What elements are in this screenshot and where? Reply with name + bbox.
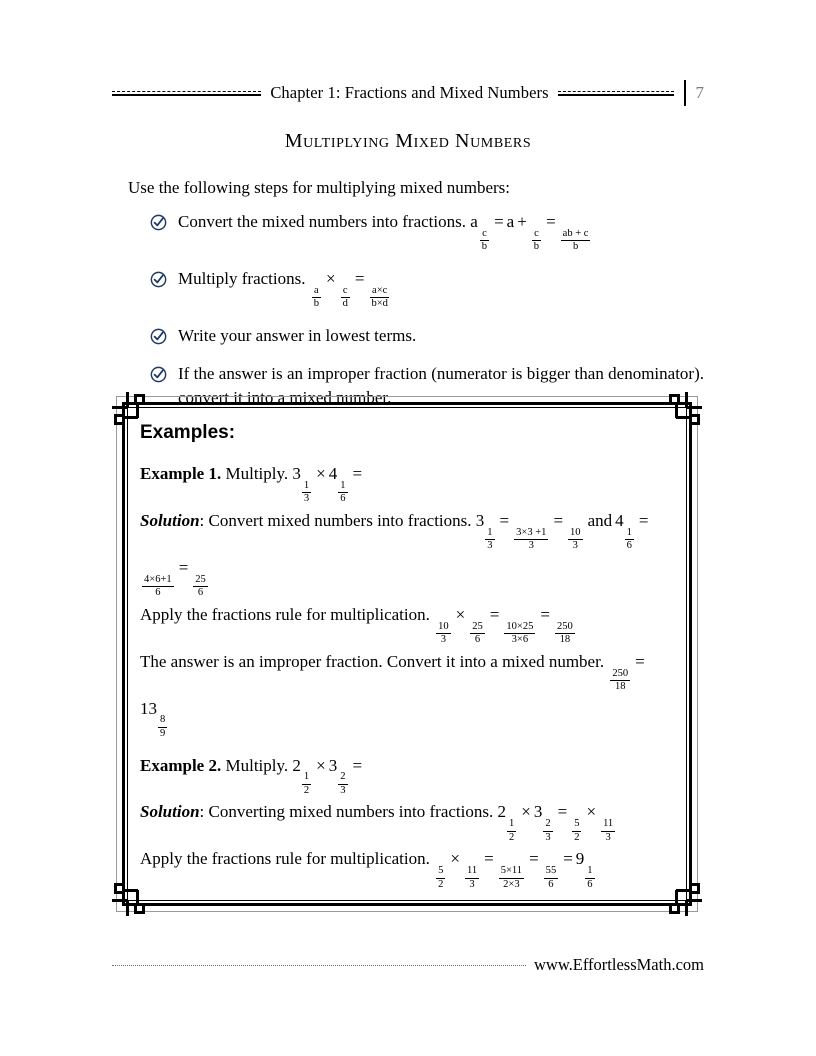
example-1-expression: [292, 460, 365, 505]
fraction-numerator: 25: [470, 622, 485, 635]
fraction: [470, 622, 485, 646]
fraction: [585, 866, 594, 890]
fraction-denominator: 3: [469, 878, 475, 890]
formula-a: a: [470, 212, 478, 231]
chapter-title: Chapter 1: Fractions and Mixed Numbers: [270, 83, 549, 102]
fraction: [499, 866, 524, 890]
fraction-denominator: 2: [303, 784, 310, 796]
times-sign: ×: [455, 604, 466, 624]
example-2-problem: [140, 752, 676, 797]
fraction: [158, 715, 167, 739]
mixed-number: [475, 510, 497, 552]
times-sign: ×: [450, 849, 460, 869]
fraction-numerator: 1: [302, 772, 311, 785]
fraction: [544, 866, 559, 890]
example-2: [140, 752, 676, 891]
footer-dotted-rule: [112, 965, 526, 966]
fraction: [572, 819, 581, 843]
fraction-denominator: 18: [614, 681, 626, 693]
header-rule-solid-right: [558, 94, 674, 96]
solution-math: [434, 601, 577, 646]
solution-text: Apply the fractions rule for multiplication.: [140, 604, 430, 624]
example-2-solution-line-1: [140, 798, 676, 843]
fraction: [142, 575, 174, 599]
step-label: Convert the mixed numbers into fractions.: [178, 212, 466, 231]
check-circle-icon: [150, 366, 167, 383]
fraction: [561, 229, 591, 253]
step-label: Multiply fractions.: [178, 268, 306, 288]
fraction-numerator: ab + c: [561, 229, 591, 242]
fraction-numerator: 250: [610, 669, 630, 682]
equals-sign: =: [494, 212, 504, 231]
solution-math: [476, 507, 652, 552]
times-sign: ×: [586, 802, 597, 822]
example-1-solution-line-4: [140, 648, 676, 693]
times-sign: ×: [316, 464, 326, 483]
fraction-denominator: 6: [155, 587, 161, 599]
fraction-denominator: 2: [508, 831, 515, 843]
mixed-whole: 4: [328, 464, 338, 483]
mixed-number: [497, 802, 518, 843]
fraction: [465, 866, 479, 890]
solution-label: Solution: [140, 510, 200, 530]
step-content: [178, 267, 704, 310]
mixed-whole: 2: [292, 755, 301, 775]
fraction-denominator: b×d: [371, 298, 388, 310]
fraction-denominator: b: [533, 241, 540, 253]
fraction-denominator: 3×6: [511, 634, 529, 646]
step-content: If the answer is an improper fraction (numerator is bigger than denominator). convert it into a mixed number.: [178, 363, 704, 408]
fraction: [436, 622, 451, 646]
fraction: [568, 528, 583, 552]
mixed-number: [292, 464, 313, 505]
fraction-denominator: 3: [605, 831, 611, 843]
fraction: [302, 772, 311, 796]
footer-website-url: www.EffortlessMath.com: [533, 955, 704, 974]
page-number: 7: [695, 83, 704, 102]
page-header: [112, 78, 704, 108]
mixed-whole: 4: [615, 510, 624, 530]
fraction: [369, 286, 389, 310]
example-1: [140, 460, 676, 740]
equals-sign: =: [354, 268, 365, 288]
example-2-label: Example 2.: [140, 755, 222, 775]
fraction-denominator: b: [572, 241, 579, 253]
fraction-numerator: 1: [625, 528, 634, 541]
solution-math: [140, 554, 210, 599]
fraction: [302, 481, 311, 505]
solution-label: Solution: [140, 802, 200, 822]
mixed-number: [615, 510, 636, 552]
equals-sign: =: [540, 604, 550, 624]
fraction-denominator: 6: [626, 540, 632, 552]
fraction-denominator: 3: [440, 634, 447, 646]
fraction: [625, 528, 634, 552]
equals-sign: =: [638, 510, 649, 530]
mixed-number: [328, 464, 350, 505]
fraction: [514, 528, 548, 552]
fraction: [601, 819, 615, 843]
example-1-solution-line-5: [140, 695, 676, 740]
times-sign: ×: [521, 802, 531, 822]
formula-a2: a: [506, 212, 515, 231]
fraction: [485, 528, 494, 552]
list-item: [150, 324, 704, 348]
fraction-numerator: 11: [601, 819, 615, 832]
fraction-denominator: 9: [160, 727, 166, 739]
fraction: [543, 819, 552, 843]
plus-sign: +: [517, 212, 527, 231]
step-content: Write your answer in lowest terms.: [178, 325, 417, 345]
fraction-numerator: 5: [436, 866, 445, 879]
mixed-number: [328, 755, 350, 796]
fraction-numerator: 1: [485, 528, 494, 541]
fraction-numerator: 10: [568, 528, 583, 541]
fraction-numerator: a: [312, 286, 321, 299]
equals-sign: =: [546, 212, 556, 231]
fraction: [555, 622, 575, 646]
mixed-whole: 3: [533, 802, 543, 822]
mixed-whole: 3: [475, 510, 485, 530]
fraction-numerator: 4×6+1: [142, 575, 174, 588]
fraction-numerator: a×c: [370, 286, 389, 299]
fraction-numerator: 10×25: [504, 622, 535, 635]
equals-sign: =: [178, 557, 189, 577]
examples-content: [140, 422, 676, 894]
fraction-numerator: 1: [585, 866, 594, 879]
fraction-denominator: 6: [474, 634, 481, 646]
mixed-whole: 2: [497, 802, 506, 822]
fraction-denominator: 3: [528, 540, 534, 552]
fraction-denominator: 2: [438, 878, 444, 890]
header-rule-left: [112, 86, 261, 100]
fraction-numerator: c: [341, 286, 350, 299]
fraction-denominator: 2: [574, 831, 580, 843]
times-sign: ×: [326, 268, 336, 288]
fraction-numerator: c: [532, 229, 541, 242]
mixed-number: [575, 849, 597, 890]
fraction-denominator: 3: [340, 784, 346, 796]
list-item: [150, 210, 704, 253]
fraction: [338, 481, 347, 505]
page-title: Multiplying Mixed Numbers: [284, 130, 532, 152]
equals-sign: =: [352, 755, 363, 775]
fraction-denominator: 6: [587, 878, 593, 890]
mixed-whole: 9: [575, 849, 585, 869]
header-rule-dashed-right: [558, 91, 674, 92]
example-1-solution-line-3: [140, 601, 676, 646]
equals-sign: =: [484, 849, 494, 869]
fraction-denominator: 6: [340, 493, 346, 505]
fraction-denominator: 3: [545, 831, 551, 843]
fraction-denominator: 2×3: [503, 878, 520, 890]
solution-math: [434, 845, 596, 890]
list-item: [150, 267, 704, 310]
mixed-number: [292, 755, 313, 796]
example-1-problem: [140, 460, 676, 505]
fraction: [312, 286, 321, 310]
fraction-numerator: c: [480, 229, 489, 242]
fraction-denominator: 3: [487, 540, 493, 552]
step-formula: [310, 267, 392, 310]
example-2-prompt: Multiply.: [225, 755, 289, 775]
fraction-numerator: 1: [338, 481, 347, 494]
solution-math: [497, 798, 617, 843]
step-content: [178, 210, 704, 253]
fraction: [436, 866, 445, 890]
fraction: [507, 819, 516, 843]
examples-heading: Examples:: [140, 422, 236, 443]
fraction: [480, 229, 489, 253]
fraction-numerator: 10: [436, 622, 451, 635]
fraction: [610, 669, 630, 693]
fraction: [193, 575, 208, 599]
fraction: [338, 772, 347, 796]
mixed-number: [140, 698, 169, 739]
fraction-numerator: 8: [158, 715, 167, 728]
solution-text: Apply the fractions rule for multiplication.: [140, 849, 430, 869]
fraction-numerator: 3×3 +1: [514, 528, 548, 541]
times-sign: ×: [316, 755, 326, 775]
header-rule-solid-left: [112, 94, 261, 96]
check-circle-icon: [150, 328, 167, 345]
fraction-numerator: 5×11: [499, 866, 524, 879]
mixed-whole: 3: [292, 464, 301, 483]
fraction-denominator: b: [481, 241, 488, 253]
equals-sign: =: [635, 651, 645, 671]
solution-colon: :: [199, 510, 205, 530]
fraction-denominator: 3: [572, 540, 578, 552]
header-rule-right: [558, 86, 674, 100]
examples-box: [110, 390, 704, 918]
fraction: [532, 229, 541, 253]
fraction-denominator: b: [313, 298, 319, 310]
solution-math: [608, 648, 647, 693]
fraction-numerator: 25: [193, 575, 208, 588]
mixed-whole: 13: [140, 698, 157, 718]
mixed-whole: 3: [328, 755, 338, 775]
fraction-numerator: 1: [302, 481, 311, 494]
example-1-label: Example 1.: [140, 464, 222, 483]
header-separator-bar: [684, 80, 686, 106]
fraction: [504, 622, 535, 646]
solution-text: Convert mixed numbers into fractions.: [208, 510, 472, 530]
equals-sign: =: [563, 849, 573, 869]
equals-sign: =: [529, 849, 539, 869]
fraction-denominator: 18: [559, 634, 571, 646]
check-circle-icon: [150, 214, 167, 231]
equals-sign: =: [557, 802, 568, 822]
fraction-denominator: d: [342, 298, 348, 310]
fraction-numerator: 5: [572, 819, 581, 832]
fraction-denominator: 6: [197, 587, 204, 599]
example-2-expression: [292, 752, 365, 797]
fraction-numerator: 2: [338, 772, 347, 785]
fraction-numerator: 55: [544, 866, 559, 879]
solution-text: The answer is an improper fraction. Convert it into a mixed number.: [140, 651, 605, 671]
equals-sign: =: [499, 510, 510, 530]
intro-text: Use the following steps for multiplying mixed numbers:: [128, 178, 510, 197]
step-formula: [470, 210, 592, 253]
equals-sign: =: [352, 464, 363, 483]
fraction-denominator: 3: [303, 493, 310, 505]
mixed-number: [533, 802, 555, 843]
header-rule-dashed-left: [112, 91, 261, 92]
page-footer: [112, 955, 704, 975]
fraction-numerator: 11: [465, 866, 479, 879]
fraction-numerator: 2: [543, 819, 552, 832]
conjunction-and: and: [587, 510, 613, 530]
solution-text: Converting mixed numbers into fractions.: [208, 802, 494, 822]
equals-sign: =: [553, 510, 564, 530]
example-1-solution-line-1: [140, 507, 676, 552]
fraction-denominator: 6: [548, 878, 554, 890]
solution-colon: :: [199, 802, 205, 822]
example-1-solution-line-2: [140, 554, 676, 599]
equals-sign: =: [489, 604, 500, 624]
fraction: [341, 286, 350, 310]
check-circle-icon: [150, 271, 167, 288]
example-2-solution-line-2: [140, 845, 676, 890]
fraction-numerator: 250: [555, 622, 575, 635]
fraction-numerator: 1: [507, 819, 516, 832]
example-1-prompt: Multiply.: [225, 464, 289, 483]
